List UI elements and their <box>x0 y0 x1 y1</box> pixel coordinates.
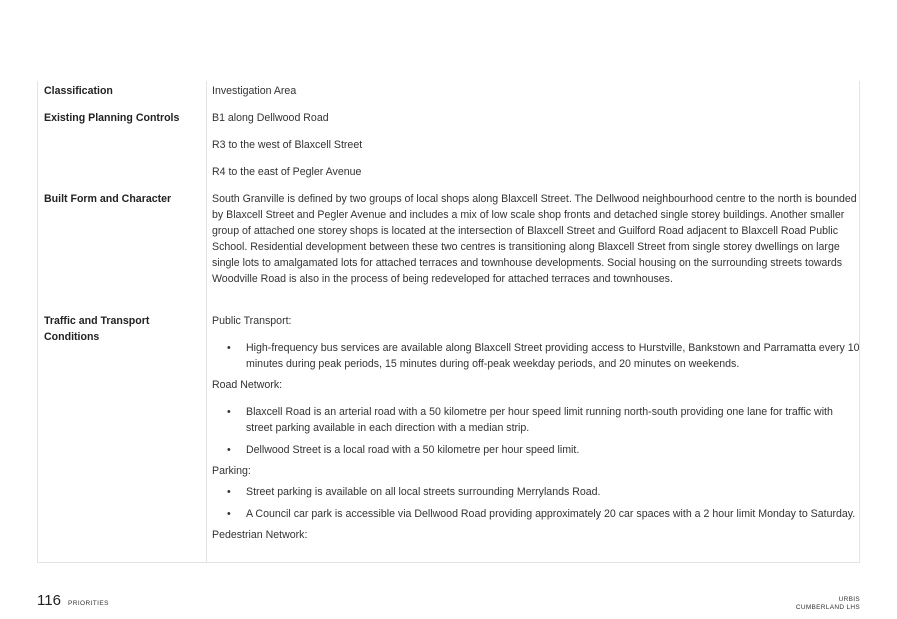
public-transport-heading: Public Transport: <box>212 315 292 327</box>
classification-label: Classification <box>44 85 113 97</box>
built-form-label: Built Form and Character <box>44 193 172 205</box>
info-table <box>37 81 860 563</box>
bullet-icon: • <box>227 444 231 456</box>
bullet-icon: • <box>227 342 231 354</box>
bullet-icon: • <box>227 508 231 520</box>
parking-list <box>212 484 860 522</box>
column-divider <box>206 81 207 562</box>
list-item: • Street parking is available on all local streets surrounding Merrylands Road. <box>227 486 601 498</box>
pedestrian-network-heading: Pedestrian Network: <box>212 529 308 541</box>
planning-control-item: R4 to the east of Pegler Avenue <box>212 166 362 178</box>
list-item: • Dellwood Street is a local road with a 50 kilometre per hour speed limit. <box>227 444 580 456</box>
public-transport-list <box>212 340 860 372</box>
list-item: • Blaxcell Road is an arterial road with a 50 kilometre per hour speed limit running north-south providing one lane for traffic with street parking available in each direction with a median strip. <box>227 406 833 434</box>
road-network-list <box>212 404 860 458</box>
page-number: 116 <box>37 592 61 609</box>
document-name: CUMBERLAND LHS <box>795 604 860 611</box>
planning-control-item: B1 along Dellwood Road <box>212 112 329 124</box>
traffic-transport-label: Traffic and Transport Conditions <box>44 315 150 343</box>
planning-controls-list <box>212 110 860 191</box>
bullet-icon: • <box>227 486 231 498</box>
org-name: URBIS <box>838 596 860 603</box>
footer-branding <box>796 596 860 612</box>
built-form-text: South Granville is defined by two groups of local shops along Blaxcell Street. The Dellwood neighbourhood centre to the north is bounded by Blaxcell Street and Pegler Avenue and includes a mix of low scale shop fronts and detached single storey buildings. Another smaller group of attached one storey shops is located at the intersection of Blaxcell Street and Guilford Road adjacent to Blaxcell Road Public School. Residential development between these two centres is transitioning along Blaxcell Street from single storey dwellings on large single lots to amalgamated lots for attached terraces and townhouse developments. Social housing on the surrounding streets towards Woodville Road is also in the process of being redeveloped for attached terraces and townhouses. <box>212 193 857 285</box>
road-network-heading: Road Network: <box>212 379 283 391</box>
planning-controls-label: Existing Planning Controls <box>44 112 180 124</box>
list-item: • A Council car park is accessible via Dellwood Road providing approximately 20 car spaces with a 2 hour limit Monday to Saturday. <box>227 508 856 520</box>
bullet-icon: • <box>227 406 231 418</box>
section-name: PRIORITIES <box>68 600 109 607</box>
list-item: • High-frequency bus services are available along Blaxcell Street providing access to Hurstville, Bankstown and Parramatta every 10 minutes during peak periods, 15 minutes during off-peak weekday periods, and 20 minutes on weekends. <box>227 342 860 370</box>
parking-heading: Parking: <box>212 465 251 477</box>
traffic-transport-content <box>212 313 860 554</box>
classification-value: Investigation Area <box>212 85 297 97</box>
planning-control-item: R3 to the west of Blaxcell Street <box>212 139 363 151</box>
